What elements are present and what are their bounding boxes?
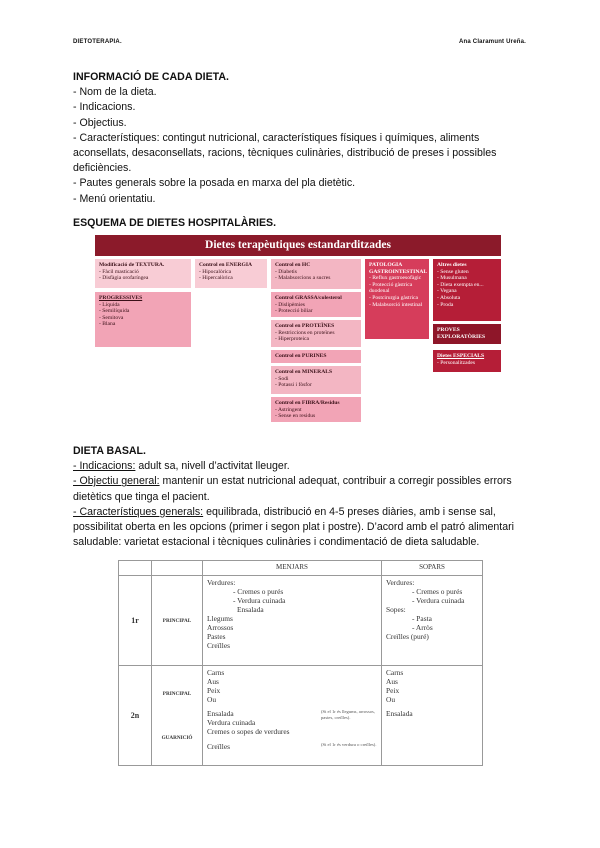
box-item: - Diabetis bbox=[275, 268, 297, 275]
box-fibra bbox=[271, 397, 361, 422]
box-head: Control en MINERALS bbox=[275, 369, 333, 375]
objectiu bbox=[73, 474, 528, 504]
cell-menjars bbox=[203, 576, 382, 666]
row-label: 1r bbox=[119, 576, 152, 666]
list-item: - Menú orientatiu. bbox=[73, 192, 156, 205]
list-item: - Indicacions. bbox=[73, 101, 136, 114]
box-textura bbox=[95, 259, 191, 288]
section-title: INFORMACIÓ DE CADA DIETA. bbox=[73, 71, 229, 83]
box-altres bbox=[433, 259, 501, 321]
row-sub bbox=[152, 666, 203, 766]
box-item: - Personalitzades bbox=[437, 359, 476, 366]
cell-line: Llegums bbox=[207, 614, 233, 623]
cell-line: Pastes bbox=[207, 632, 226, 641]
cell-line: - Cremes o purés bbox=[412, 587, 463, 596]
box-item: - Sodi bbox=[275, 375, 289, 382]
section-info bbox=[73, 70, 528, 207]
table-header bbox=[119, 561, 483, 576]
cell-line: Peix bbox=[386, 686, 400, 695]
row-sub: PRINCIPAL bbox=[152, 576, 203, 666]
box-item: - Disfàgia orofaríngea bbox=[99, 275, 149, 282]
box-item: - Musulmana bbox=[437, 275, 467, 282]
list-item: - Objectius. bbox=[73, 116, 127, 129]
box-item: - Sense en residus bbox=[275, 413, 316, 420]
box-item: - Potassi i fòsfor bbox=[275, 382, 312, 389]
cell-note: (Si el 1r és verdura o creïlles). bbox=[321, 742, 377, 747]
cell-line: Ou bbox=[207, 695, 217, 704]
box-head: Altres dietes bbox=[437, 262, 467, 268]
label: - Característiques generals: bbox=[73, 505, 204, 518]
cell-line: - Cremes o purés bbox=[233, 587, 284, 596]
cell-line: Ensalada bbox=[207, 709, 234, 718]
box-item: - Hipocalòrica bbox=[199, 268, 232, 275]
box-hc bbox=[271, 259, 361, 289]
box-head: Control en PURINES bbox=[275, 353, 327, 359]
box-item: - Postcirurgia gàstrica bbox=[369, 294, 418, 301]
cell-line: Aus bbox=[386, 677, 398, 686]
box-item: - Fàcil masticació bbox=[99, 268, 139, 275]
box-item: - Dislipèmies bbox=[275, 301, 305, 308]
box-item: - Malabsorció intestinal bbox=[369, 301, 423, 308]
cell-line: Verdura cuinada bbox=[207, 718, 256, 727]
list-item: - Pautes generals sobre la posada en marxa del pla dietètic. bbox=[73, 177, 356, 190]
box-progressives bbox=[95, 292, 191, 347]
box-item: - Hiperproteica bbox=[275, 336, 310, 343]
cell-sopars bbox=[382, 666, 483, 766]
text: mantenir un estat nutricional adequat, contribuir a corregir possibles errors dietètics que tinga el pacient. bbox=[73, 475, 512, 503]
box-item: - Astringent bbox=[275, 406, 302, 413]
cell-line: Aus bbox=[207, 677, 219, 686]
box-especials bbox=[433, 350, 501, 372]
box-item: - Líquida bbox=[99, 301, 120, 308]
cell-line: Sopes: bbox=[386, 605, 406, 614]
diet-diagram bbox=[95, 235, 501, 422]
cell-line: Verdures: bbox=[386, 578, 415, 587]
box-purines bbox=[271, 350, 361, 363]
box-head: Dietes ESPECIALS bbox=[437, 353, 485, 359]
indicacions bbox=[73, 459, 528, 474]
section-basal bbox=[73, 444, 528, 550]
box-item: - Protecció gàstrica duodenal bbox=[369, 281, 413, 295]
box-item: - Proda bbox=[437, 301, 454, 308]
box-item: - Semitova bbox=[99, 314, 124, 321]
cell-line: Carns bbox=[386, 668, 404, 677]
row-sub-principal: PRINCIPAL bbox=[162, 690, 192, 697]
box-head: Control en HC bbox=[275, 262, 311, 268]
cell-line: - Verdura cuinada bbox=[233, 596, 286, 605]
cell-group bbox=[207, 709, 377, 736]
cell-line: Creïlles bbox=[207, 641, 230, 650]
box-minerals bbox=[271, 366, 361, 394]
box-proteines bbox=[271, 320, 361, 347]
box-item: - Protecció biliar bbox=[275, 308, 313, 315]
box-item: - Hipercalòrica bbox=[199, 275, 233, 282]
cell-note: (Si el 1r és llegums, arrossos, pastes, creïlles). bbox=[321, 709, 375, 720]
cell-line: - Pasta bbox=[412, 614, 432, 623]
box-head: Control en PROTEÏNES bbox=[275, 323, 335, 329]
list-item: - Característiques: contingut nutricional, característiques físiques i químiques, aliments aconsellats, desaconsellats, racions, tècniques culinàries, distribució de preses i possibles deficiències. bbox=[73, 131, 497, 175]
header-right: Ana Claramunt Ureña. bbox=[458, 39, 526, 45]
row-sub-guarnicio: GUARNICIÓ bbox=[161, 734, 193, 741]
box-proves bbox=[433, 324, 501, 344]
cell-line: Peix bbox=[207, 686, 221, 695]
box-item: - Reflux gastroesofàgic bbox=[369, 275, 422, 282]
box-item: - Restriccions en proteïnes bbox=[275, 329, 335, 336]
box-head: Control en ENERGIA bbox=[199, 262, 253, 268]
box-head: Modificació de TEXTURA. bbox=[99, 262, 165, 268]
table-row bbox=[119, 576, 483, 666]
cell-line: - Arròs bbox=[412, 623, 433, 632]
box-item: - Absoluta bbox=[437, 294, 461, 301]
box-head: PATOLOGIA GASTROINTESTINAL bbox=[369, 262, 428, 275]
caracteristiques bbox=[73, 505, 528, 551]
col-menjars: MENJARS bbox=[203, 561, 382, 576]
cell-line: Verdures: bbox=[207, 578, 236, 587]
box-item: - Malabsorcions a sucres bbox=[275, 275, 331, 282]
box-head: Control en FIBRA/Residus bbox=[275, 400, 340, 406]
label: - Indicacions: bbox=[73, 460, 136, 473]
cell-line: Creïlles bbox=[207, 742, 230, 751]
list-item: - Nom de la dieta. bbox=[73, 86, 157, 99]
cell-line: Ensalada bbox=[237, 605, 264, 614]
row-label: 2n bbox=[119, 666, 152, 766]
cell-line: Ou bbox=[386, 695, 396, 704]
box-item: - Blana bbox=[99, 321, 116, 328]
text: adult sa, nivell d’activitat lleuger. bbox=[135, 460, 290, 473]
cell-line: Cremes o sopes de verdures bbox=[207, 727, 290, 736]
box-head: PROGRESSIVES bbox=[99, 295, 143, 301]
box-item: - Sense gluten bbox=[437, 268, 469, 275]
cell-line: Ensalada bbox=[386, 709, 413, 718]
cell-line: Carns bbox=[207, 668, 225, 677]
box-head: PROVES EXPLORATÒRIES bbox=[437, 327, 486, 340]
text: equilibrada, distribució en 4-5 preses diàries, amb i sense sal, possibilitat oberta en les opcions (primer i segon plat i postre). D’acord amb el patró alimentari saludable: varietat estacional i tècniques culinàries i condimentació de dieta saludable. bbox=[73, 505, 515, 549]
col-sopars: SOPARS bbox=[382, 561, 483, 576]
section-title: ESQUEMA DE DIETES HOSPITALÀRIES. bbox=[73, 217, 277, 229]
cell-menjars bbox=[203, 666, 382, 766]
box-energia bbox=[195, 259, 267, 288]
label: - Objectiu general: bbox=[73, 475, 160, 488]
section-title: DIETA BASAL. bbox=[73, 445, 146, 457]
header-left: DIETOTERAPIA. bbox=[73, 39, 122, 45]
cell-sopars bbox=[382, 576, 483, 666]
box-head: Control GRASSA/colesterol bbox=[275, 295, 342, 301]
box-item: - Dieta exempta en... bbox=[437, 281, 484, 288]
cell-line: Creïlles (puré) bbox=[386, 632, 429, 641]
cell-line: Arrossos bbox=[207, 623, 234, 632]
cell-group bbox=[207, 742, 377, 751]
table-row bbox=[119, 666, 483, 766]
box-patologia bbox=[365, 259, 429, 339]
menu-table bbox=[118, 560, 483, 766]
box-item: - Vegana bbox=[437, 288, 457, 295]
box-item: - Semilíquida bbox=[99, 308, 130, 315]
cell-line: - Verdura cuinada bbox=[412, 596, 465, 605]
diagram-title: Dietes terapèutiques estandarditzades bbox=[95, 235, 501, 256]
box-grassa bbox=[271, 292, 361, 317]
